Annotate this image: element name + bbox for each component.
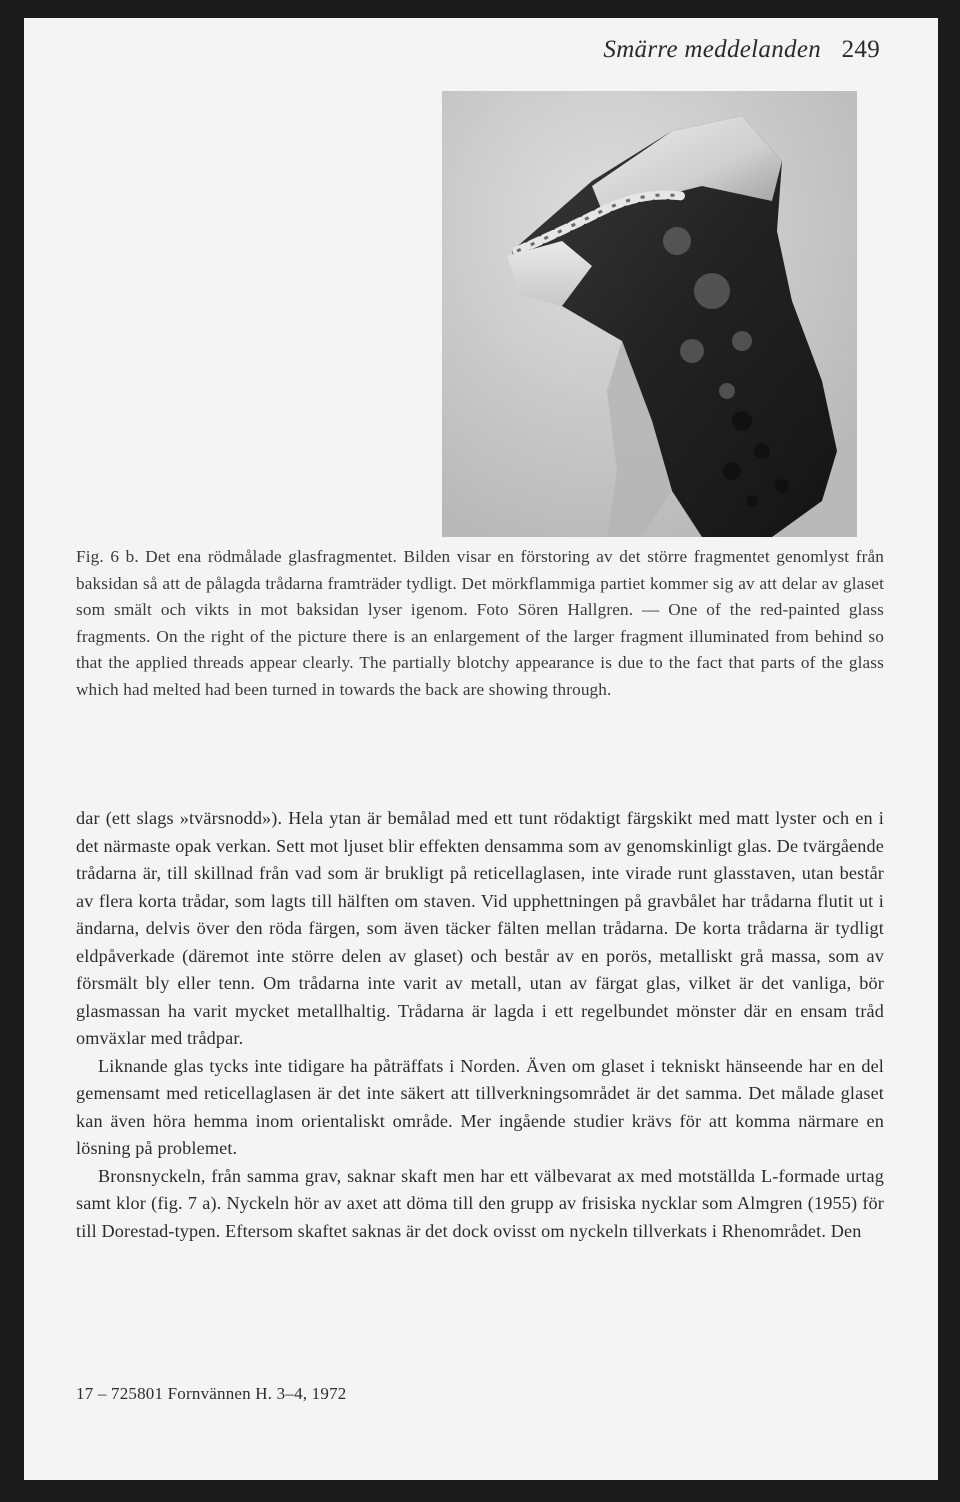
running-head — [603, 36, 880, 64]
paragraph: Bronsnyckeln, från samma grav, saknar skaft men har ett välbevarat ax med motställda L-formade urtag samt klor (fig. 7 a). Nyckeln hör av axet att döma till den grupp av frisiska nycklar som Almgren (1955) för till Dorestad-typen. Eftersom skaftet saknas är det dock ovisst om nyckeln tillverkats i Rhenområdet. Den — [76, 1165, 884, 1241]
page-footer: 17 – 725801 Fornvännen H. 3–4, 1972 — [76, 1384, 347, 1403]
paragraph: dar (ett slags »tvärsnodd»). Hela ytan är bemålad med ett tunt rödaktigt färgskikt med matt lyster och en i det närmaste opak verkan. Sett mot ljuset blir effekten densamma som av genomskinligt glas. De tvärgående trådarna är, till skillnad från vad som är brukligt på reticellaglasen, inte virade runt glasstaven, utan består av flera korta trådar, som lagts till hälften om staven. Vid upphettningen på gravbålet har trådarna flutit ut i ändarna, delvis över den röda färgen, som även täcker fälten mellan trådarna. De korta trådarna är tydligt eldpåverkade (däremot inte större delen av glaset) och består av en porös, metalliskt grå massa, som av försmält bly eller tenn. Om trådarna inte varit av metall, utan av färgat glas, vilket är det vanliga, bör glasmassan ha varit mycket metallhaltig. Trådarna är lagda i ett regelbundet mönster där en ensam tråd omväxlar med trådpar. — [76, 808, 884, 1048]
body-text — [76, 805, 884, 1245]
section-title: Smärre meddelanden — [603, 36, 822, 63]
figure-caption: Fig. 6 b. Det ena rödmålade glasfragmentet. Bilden visar en förstoring av det större fragmentet genomlyst från baksidan så att de pålagda trådarna framträder tydligt. Det mörkflammiga partiet kommer sig av att delar av glaset som smält och vikts in mot baksidan lyser igenom. Foto Sören Hallgren. — One of the red-painted glass fragments. On the right of the picture there is an enlargement of the larger fragment illuminated from behind so that the applied threads appear clearly. The partially blotchy appearance is due to the fact that parts of the glass which had melted had been turned in towards the back are showing through. — [76, 547, 884, 699]
paragraph: Liknande glas tycks inte tidigare ha påträffats i Norden. Även om glaset i tekniskt hänseende har en del gemensamt med reticellaglasen är det inte säkert att tillverkningsområdet är det samma. Det målade glaset kan även höra hemma inom orientaliskt område. Mer ingående studier krävs för att komma närmare en lösning på problemet. — [76, 1055, 884, 1158]
glass-fragment-illustration — [442, 91, 857, 537]
page-number: 249 — [841, 36, 880, 63]
glass-fragment-photo — [442, 91, 857, 537]
document-page — [24, 18, 938, 1480]
